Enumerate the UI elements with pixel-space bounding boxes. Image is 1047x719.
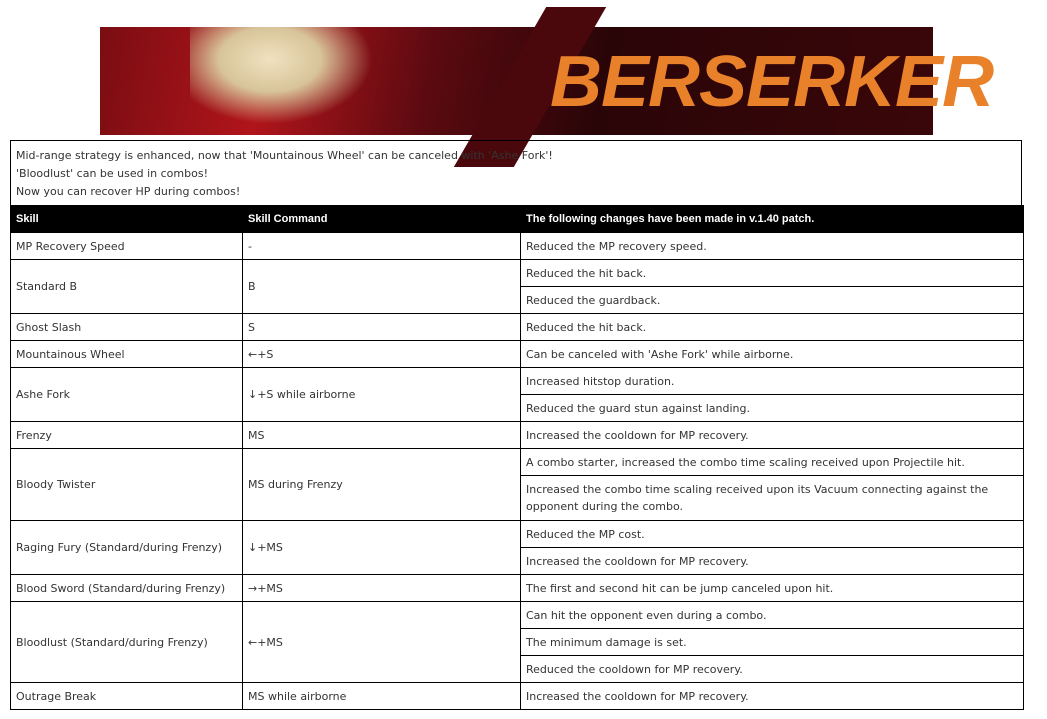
table-row xyxy=(11,521,1024,548)
change-description: Reduced the hit back. xyxy=(521,314,1024,341)
change-description: Reduced the MP cost. xyxy=(521,521,1024,548)
header-command: Skill Command xyxy=(243,206,521,233)
table-row xyxy=(11,422,1024,449)
skill-name: Frenzy xyxy=(11,422,243,449)
skill-command: MS xyxy=(243,422,521,449)
skill-name: MP Recovery Speed xyxy=(11,233,243,260)
skill-name: Blood Sword (Standard/during Frenzy) xyxy=(11,575,243,602)
change-description: Reduced the hit back. xyxy=(521,260,1024,287)
skill-name: Standard B xyxy=(11,260,243,314)
table-row xyxy=(11,449,1024,476)
intro-text xyxy=(10,140,1022,205)
change-description: Reduced the cooldown for MP recovery. xyxy=(521,656,1024,683)
skill-name: Bloody Twister xyxy=(11,449,243,521)
table-row xyxy=(11,368,1024,395)
change-description: Can hit the opponent even during a combo. xyxy=(521,602,1024,629)
change-description: Increased the cooldown for MP recovery. xyxy=(521,548,1024,575)
skill-command: ←+S xyxy=(243,341,521,368)
change-description: Increased hitstop duration. xyxy=(521,368,1024,395)
skill-command: ↓+MS xyxy=(243,521,521,575)
table-row xyxy=(11,683,1024,710)
banner-title: BERSERKER xyxy=(550,42,994,122)
change-description: A combo starter, increased the combo time scaling received upon Projectile hit. xyxy=(521,449,1024,476)
skill-command: ←+MS xyxy=(243,602,521,683)
change-description: The first and second hit can be jump canceled upon hit. xyxy=(521,575,1024,602)
skill-name: Ashe Fork xyxy=(11,368,243,422)
skill-name: Raging Fury (Standard/during Frenzy) xyxy=(11,521,243,575)
change-description: Increased the cooldown for MP recovery. xyxy=(521,683,1024,710)
skill-command: ↓+S while airborne xyxy=(243,368,521,422)
header-changes: The following changes have been made in v.1.40 patch. xyxy=(521,206,1024,233)
skill-name: Outrage Break xyxy=(11,683,243,710)
table-row xyxy=(11,341,1024,368)
table-row xyxy=(11,575,1024,602)
skill-name: Ghost Slash xyxy=(11,314,243,341)
header-skill: Skill xyxy=(11,206,243,233)
change-description: Increased the combo time scaling received upon its Vacuum connecting against the opponent during the combo. xyxy=(521,476,1024,521)
table-row xyxy=(11,314,1024,341)
changes-table xyxy=(10,205,1024,710)
change-description: The minimum damage is set. xyxy=(521,629,1024,656)
change-description: Reduced the guardback. xyxy=(521,287,1024,314)
patch-notes xyxy=(10,140,1022,710)
skill-command: →+MS xyxy=(243,575,521,602)
skill-name: Mountainous Wheel xyxy=(11,341,243,368)
table-row xyxy=(11,260,1024,287)
skill-command: B xyxy=(243,260,521,314)
intro-line: 'Bloodlust' can be used in combos! xyxy=(16,167,208,180)
intro-line: Mid-range strategy is enhanced, now that 'Mountainous Wheel' can be canceled with 'Ashe Fork'! xyxy=(16,149,553,162)
skill-command: S xyxy=(243,314,521,341)
change-description: Can be canceled with 'Ashe Fork' while airborne. xyxy=(521,341,1024,368)
skill-command: MS during Frenzy xyxy=(243,449,521,521)
skill-command: MS while airborne xyxy=(243,683,521,710)
skill-command: - xyxy=(243,233,521,260)
change-description: Increased the cooldown for MP recovery. xyxy=(521,422,1024,449)
skill-name: Bloodlust (Standard/during Frenzy) xyxy=(11,602,243,683)
berserker-banner xyxy=(100,27,994,135)
table-row xyxy=(11,233,1024,260)
change-description: Reduced the MP recovery speed. xyxy=(521,233,1024,260)
character-art xyxy=(190,27,390,135)
intro-line: Now you can recover HP during combos! xyxy=(16,185,241,198)
table-row xyxy=(11,602,1024,629)
change-description: Reduced the guard stun against landing. xyxy=(521,395,1024,422)
